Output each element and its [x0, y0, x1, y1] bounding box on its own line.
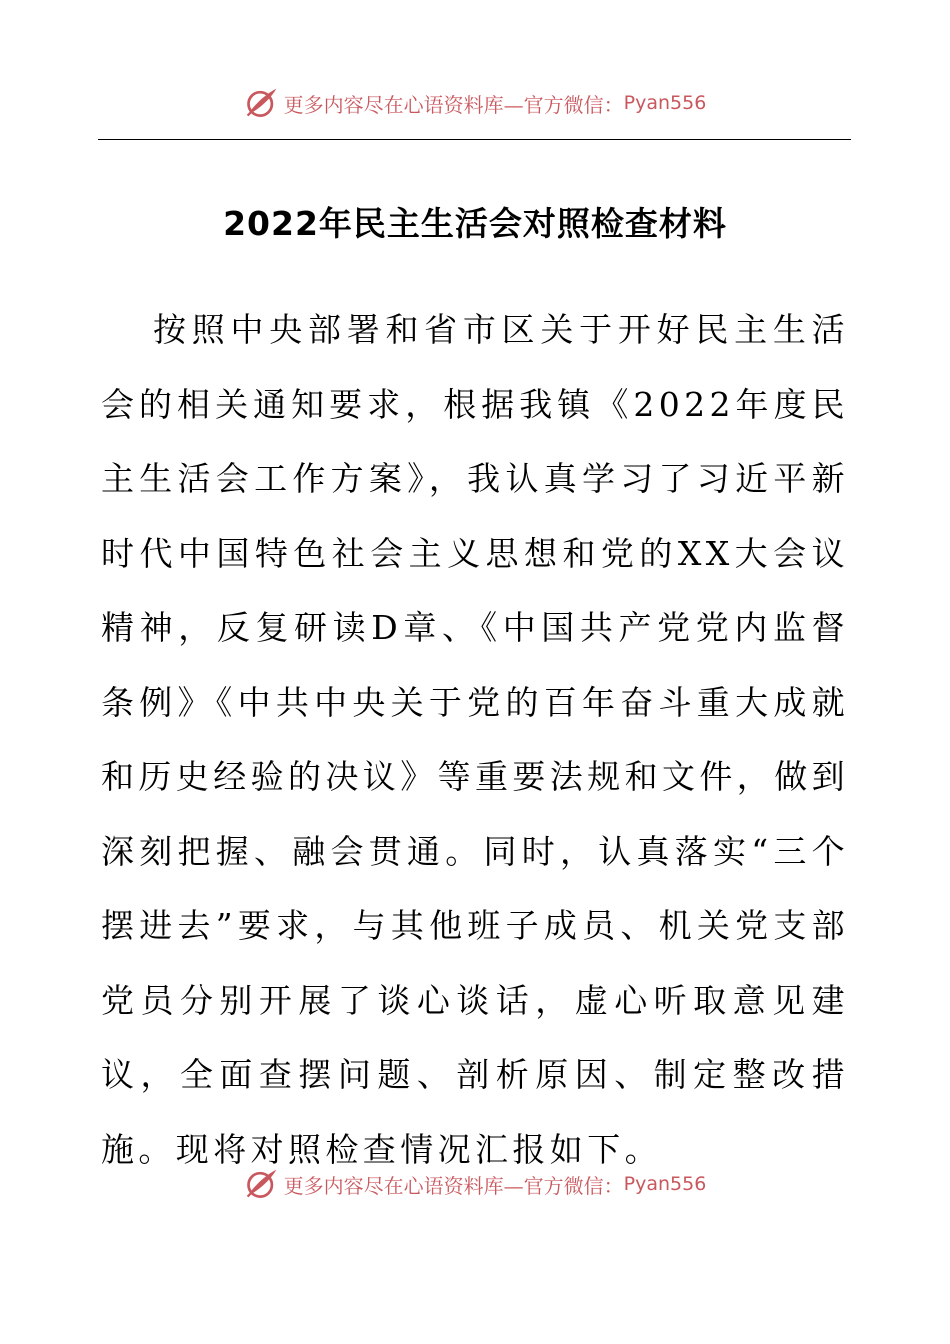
header-banner: [0, 81, 950, 125]
header-wechat-id: Pyan556: [623, 92, 707, 114]
footer-wechat-id: Pyan556: [623, 1173, 707, 1195]
footer-banner: [0, 1162, 950, 1206]
header-divider: [98, 139, 851, 140]
document-paragraph: 按照中央部署和省市区关于开好民主生活会的相关通知要求，根据我镇《2022年度民主生活会工作方案》，我认真学习了习近平新时代中国特色社会主义思想和党的XX大会议精神，反复研读D章、《中国共产党党内监督条例》《中共中央关于党的百年奋斗重大成就和历史经验的决议》等重要法规和文件，做到深刻把握、融会贯通。同时，认真落实“三个摆进去”要求，与其他班子成员、机关党支部党员分别开展了谈心谈话，虚心听取意见建议，全面查摆问题、剖析原因、制定整改措施。现将对照检查情况汇报如下。: [101, 310, 849, 1169]
footer-site-text: 更多内容尽在心语资料库—官方微信：: [283, 1173, 624, 1198]
quill-logo-icon: [244, 1166, 280, 1202]
document-title: 2022年民主生活会对照检查材料: [223, 204, 727, 243]
header-site-text: 更多内容尽在心语资料库—官方微信：: [283, 92, 624, 117]
quill-logo-icon: [244, 85, 280, 121]
